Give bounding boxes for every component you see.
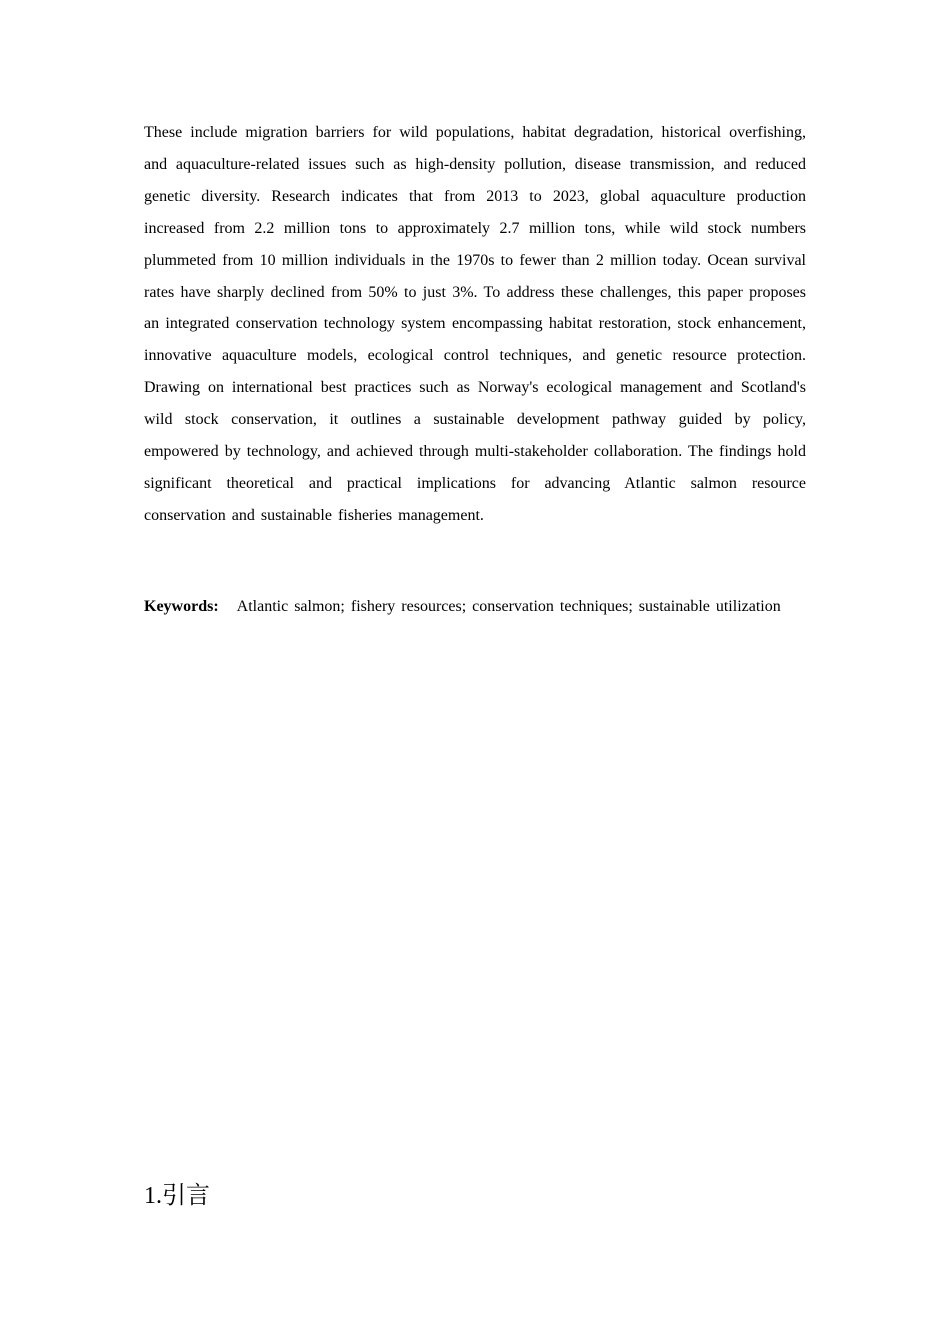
keywords-text: Atlantic salmon; fishery resources; conservation techniques; sustainable utilization: [236, 598, 781, 615]
section-number: 1.: [144, 1183, 162, 1209]
section-heading: [144, 1178, 210, 1213]
abstract-paragraph: These include migration barriers for wild populations, habitat degradation, historical overfishing, and aquaculture-related issues such as high-density pollution, disease transmission, and reduced genetic diversity. Research indicates that from 2013 to 2023, global aquaculture production increased from 2.2 million tons to approximately 2.7 million tons, while wild stock numbers plummeted from 10 million individuals in the 1970s to fewer than 2 million today. Ocean survival rates have sharply declined from 50% to just 3%. To address these challenges, this paper proposes an integrated conservation technology system encompassing habitat restoration, stock enhancement, innovative aquaculture models, ecological control techniques, and genetic resource protection. Drawing on international best practices such as Norway's ecological management and Scotland's wild stock conservation, it outlines a sustainable development pathway guided by policy, empowered by technology, and achieved through multi-stakeholder collaboration. The findings hold significant theoretical and practical implications for advancing Atlantic salmon resource conservation and sustainable fisheries management.: [144, 124, 806, 524]
keywords-line: [144, 594, 806, 619]
section-title: 引言: [162, 1181, 210, 1209]
keywords-label: Keywords:: [144, 598, 219, 615]
